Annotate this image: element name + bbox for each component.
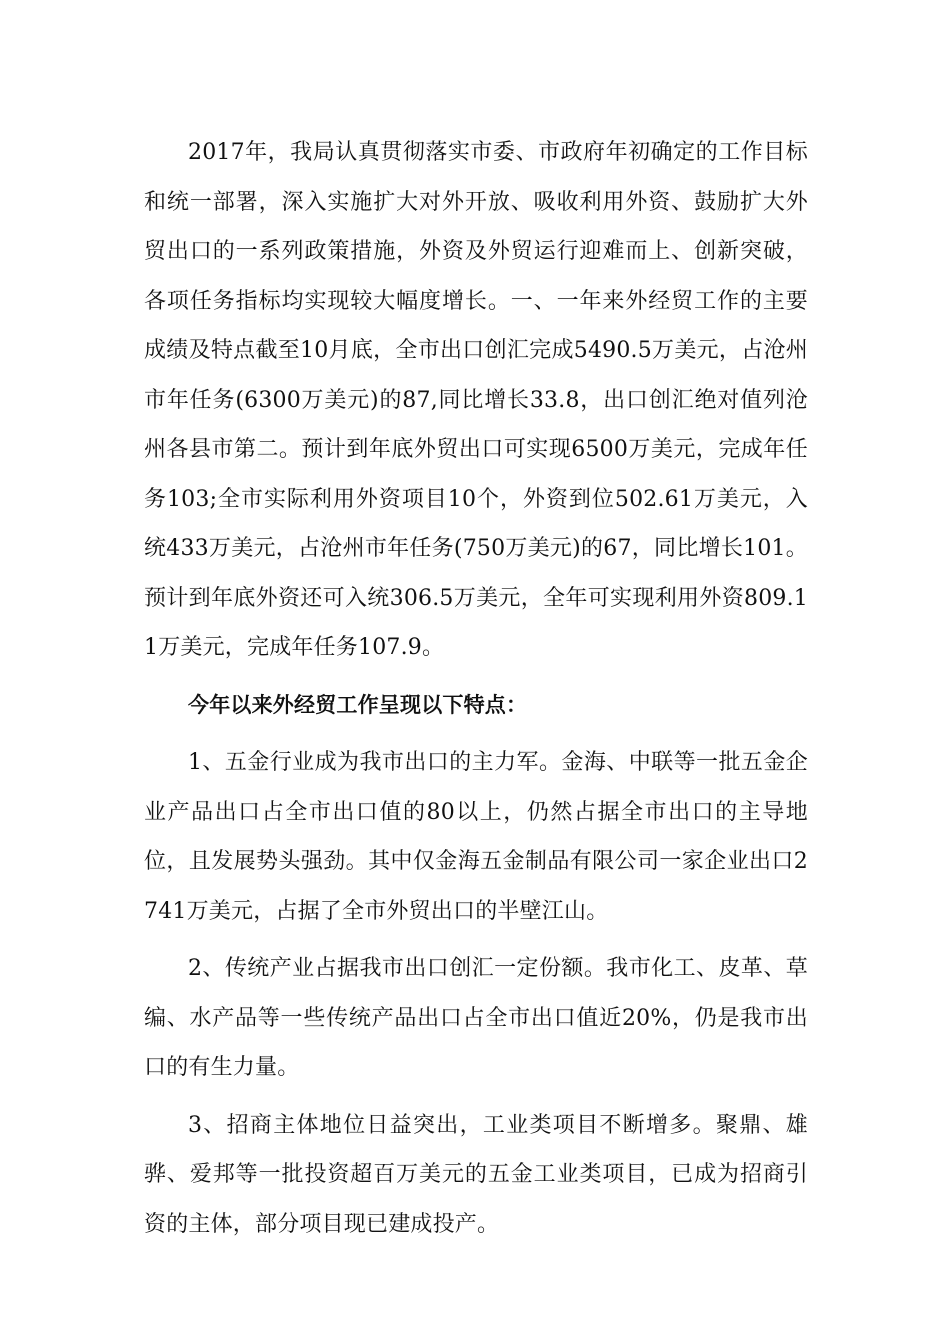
paragraph-point-1: 1、五金行业成为我市出口的主力军。金海、中联等一批五金企业产品出口占全市出口值的80以上，仍然占据全市出口的主导地位，且发展势头强劲。其中仅金海五金制品有限公司一家企业出口2741万美元，占据了全市外贸出口的半壁江山。 [144,750,808,924]
paragraph-point-2: 2、传统产业占据我市出口创汇一定份额。我市化工、皮革、草编、水产品等一些传统产品出口占全市出口值近20%，仍是我市出口的有生力量。 [144,956,808,1080]
section-heading: 今年以来外经贸工作呈现以下特点： [188,692,528,717]
paragraph-point-3: 3、招商主体地位日益突出，工业类项目不断增多。聚鼎、雄骅、爱邦等一批投资超百万美元的五金工业类项目，已成为招商引资的主体，部分项目现已建成投产。 [144,1112,808,1237]
document-body [144,128,808,1249]
paragraph-overview: 2017年，我局认真贯彻落实市委、市政府年初确定的工作目标和统一部署，深入实施扩大对外开放、吸收利用外资、鼓励扩大外贸出口的一系列政策措施，外资及外贸运行迎难而上、创新突破，各项任务指标均实现较大幅度增长。一、一年来外经贸工作的主要成绩及特点截至10月底，全市出口创汇完成5490.5万美元，占沧州市年任务(6300万美元)的87,同比增长33.8，出口创汇绝对值列沧州各县市第二。预计到年底外贸出口可实现6500万美元，完成年任务103;全市实际利用外资项目10个，外资到位502.61万美元，入统433万美元，占沧州市年任务(750万美元)的67，同比增长101。预计到年底外资还可入统306.5万美元，全年可实现利用外资809.11万美元，完成年任务107.9。 [144,140,808,660]
